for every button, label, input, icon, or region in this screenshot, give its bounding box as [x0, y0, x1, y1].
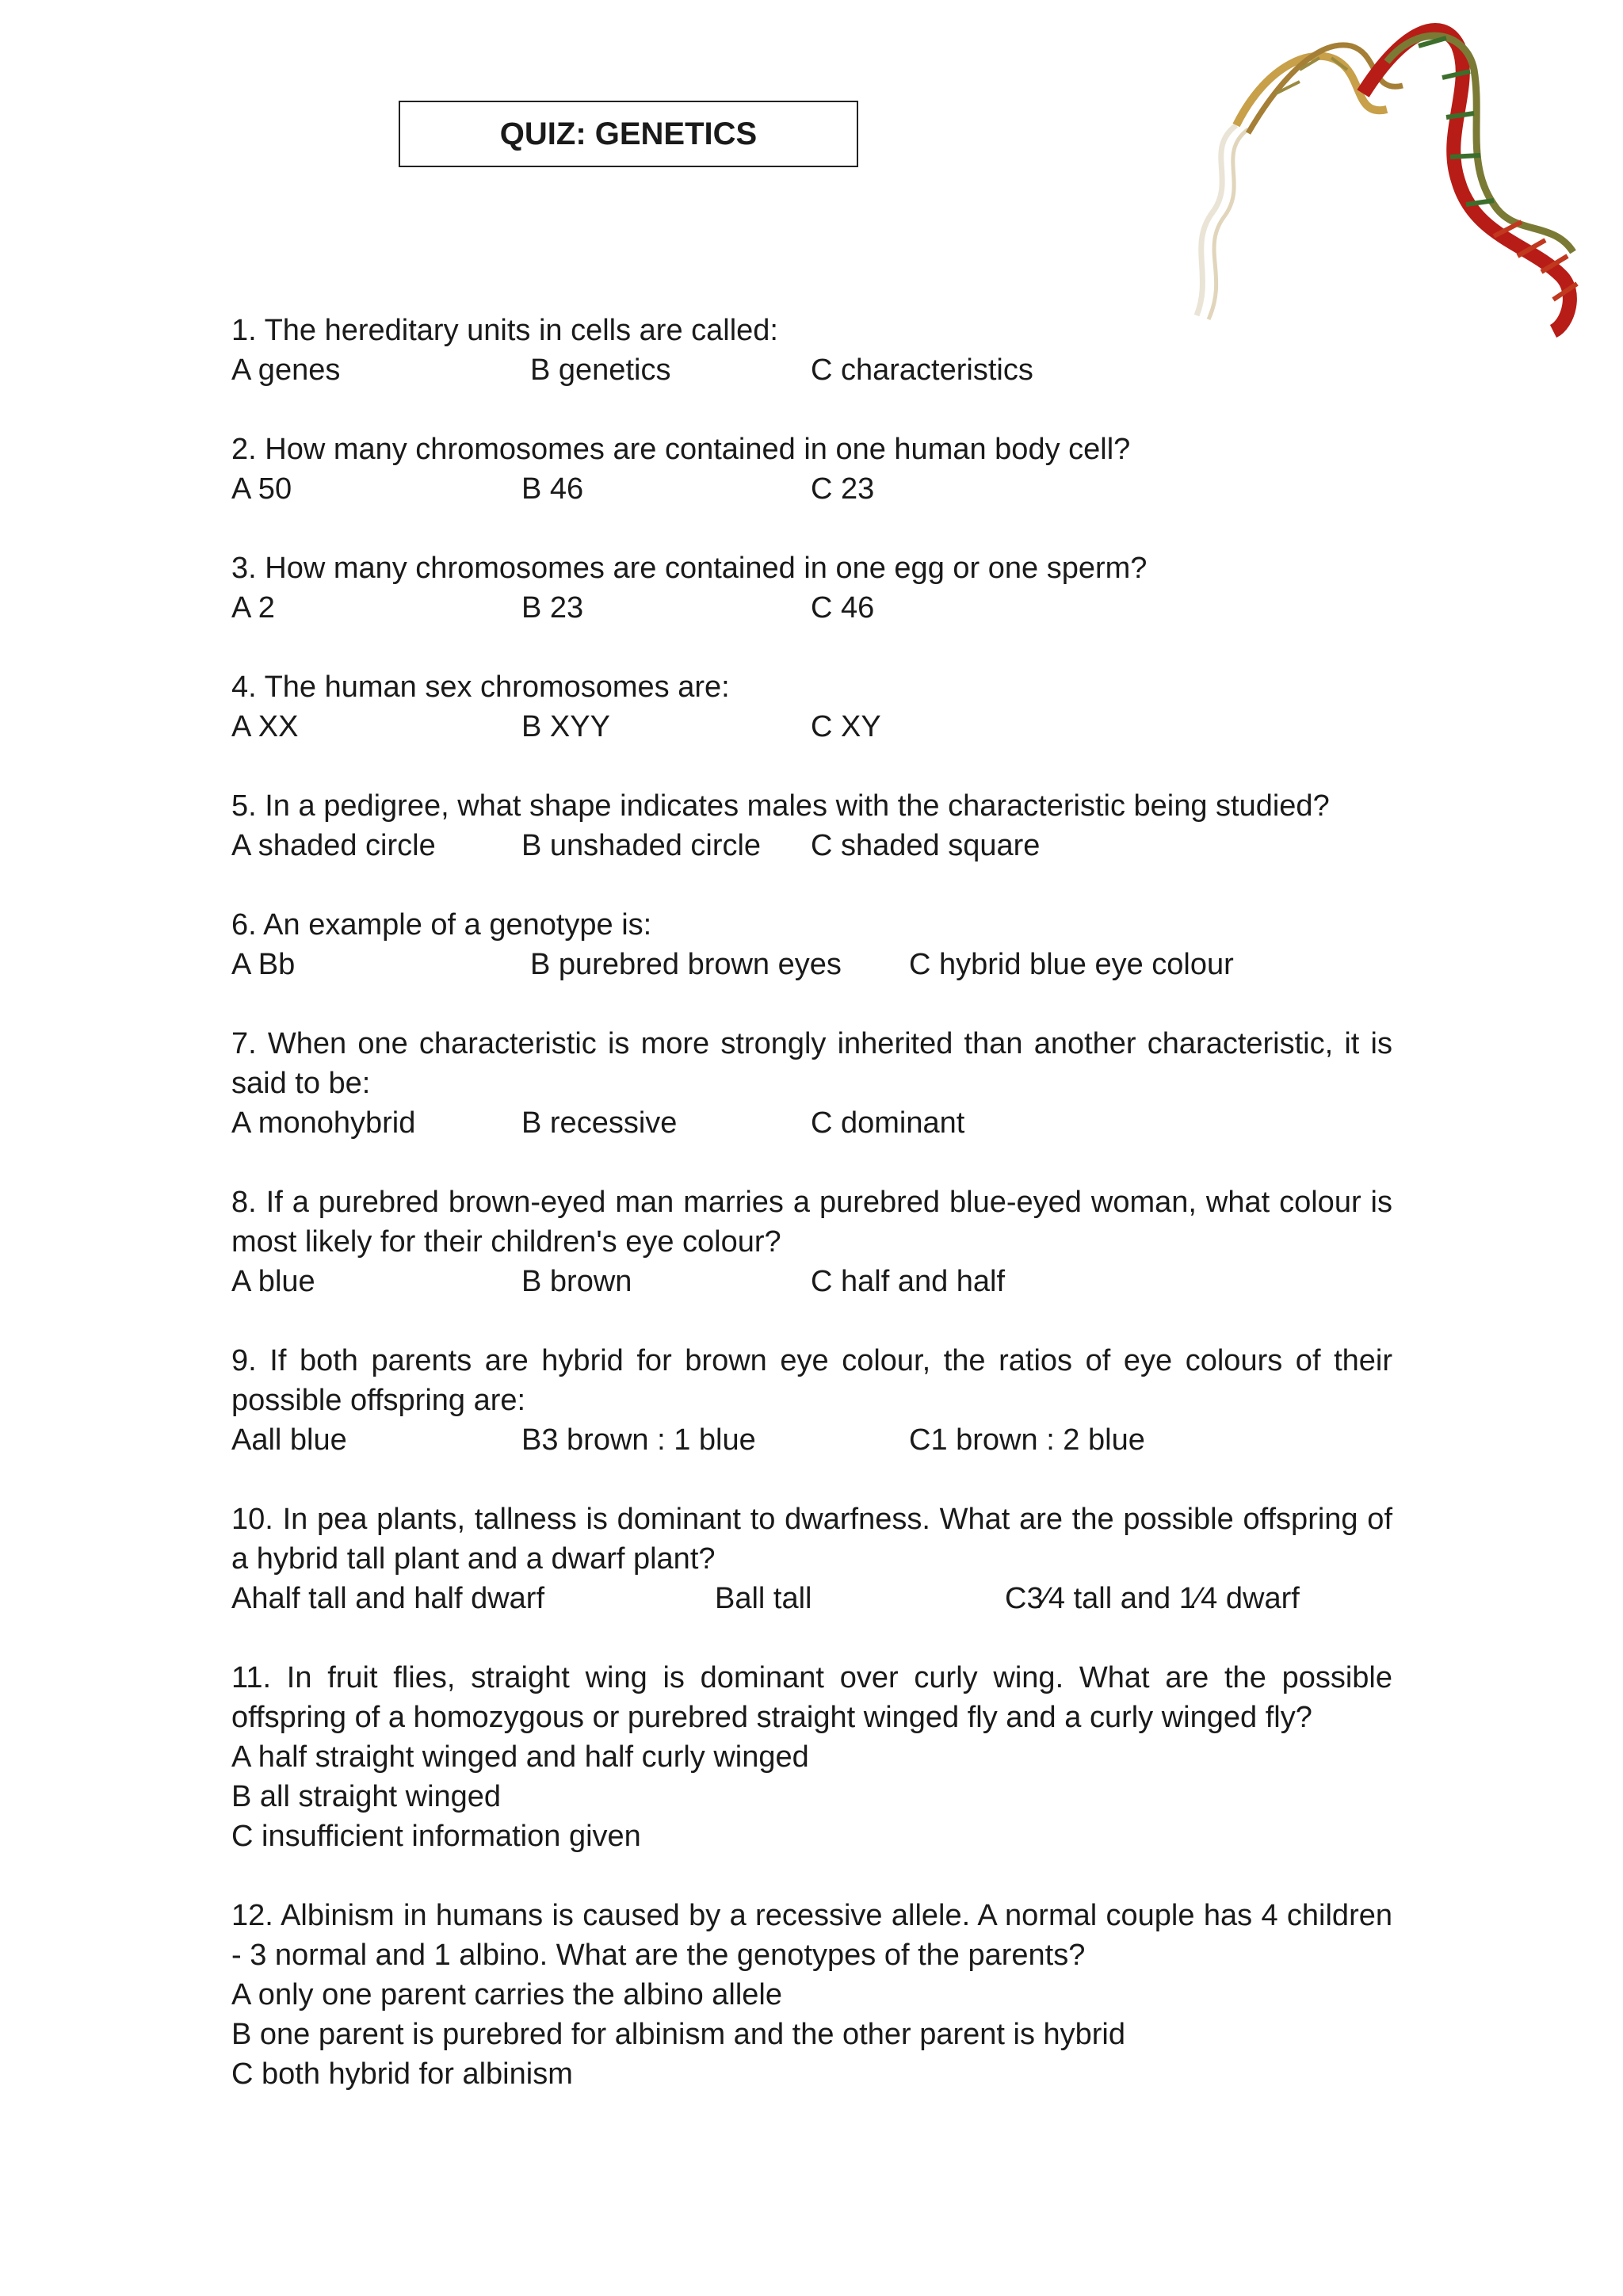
option-b: B 46 [521, 472, 584, 506]
option-c: C XY [811, 710, 881, 743]
option-b: B XYY [521, 710, 610, 743]
option-b: B recessive [521, 1106, 678, 1140]
question-text: 8. If a purebred brown-eyed man marries a purebred blue-eyed woman, what colour is most likely for their children's eye colour? [231, 1186, 1392, 1259]
question-text: 4. The human sex chromosomes are: [231, 670, 730, 704]
option-a: A monohybrid [231, 1106, 416, 1140]
option-c: C hybrid blue eye colour [909, 948, 1234, 981]
question-5 [231, 786, 1392, 865]
question-text: 10. In pea plants, tallness is dominant to dwarfness. What are the possible offspring of a hybrid tall plant and a dwarf plant? [231, 1503, 1392, 1576]
question-text: 6. An example of a genotype is: [231, 908, 652, 942]
quiz-title: QUIZ: GENETICS [399, 101, 858, 167]
answer-options [231, 350, 1392, 390]
question-11 [231, 1658, 1392, 1856]
answer-options [231, 1579, 1392, 1618]
option-c: C both hybrid for albinism [231, 2057, 573, 2091]
answer-options [231, 588, 1392, 628]
question-text: 7. When one characteristic is more strongly inherited than another characteristic, it is said to be: [231, 1027, 1392, 1100]
option-c: C1 brown : 2 blue [909, 1423, 1145, 1457]
question-text: 12. Albinism in humans is caused by a recessive allele. A normal couple has 4 children - 3 normal and 1 albino. What are the genotypes of the parents? [231, 1899, 1392, 1972]
option-b: B one parent is purebred for albinism and the other parent is hybrid [231, 2018, 1125, 2051]
quiz-content [231, 311, 1392, 2134]
option-c: C characteristics [811, 353, 1033, 387]
option-a: A only one parent carries the albino allele [231, 1978, 783, 2011]
answer-options [231, 1975, 1392, 2094]
answer-options [231, 1103, 1392, 1143]
option-c: C half and half [811, 1265, 1006, 1298]
question-8 [231, 1182, 1392, 1301]
dna-helix-image [1181, 14, 1585, 339]
option-c: C3⁄4 tall and 1⁄4 dwarf [1005, 1582, 1300, 1615]
question-1 [231, 311, 1392, 390]
option-a: A 2 [231, 591, 275, 625]
answer-options [231, 826, 1392, 865]
option-b: Ball tall [715, 1582, 812, 1615]
option-c: C 46 [811, 591, 875, 625]
option-c: C shaded square [811, 829, 1041, 862]
option-b: B 23 [521, 591, 584, 625]
option-a: A 50 [231, 472, 292, 506]
question-text: 5. In a pedigree, what shape indicates males with the characteristic being studied? [231, 789, 1330, 823]
option-b: B genetics [530, 353, 671, 387]
option-c: C insufficient information given [231, 1820, 641, 1853]
answer-options [231, 707, 1392, 747]
question-2 [231, 430, 1392, 509]
question-text: 11. In fruit flies, straight wing is dominant over curly wing. What are the possible offspring of a homozygous or purebred straight winged fly and a curly winged fly? [231, 1661, 1392, 1734]
answer-options [231, 945, 1392, 984]
question-4 [231, 667, 1392, 747]
question-9 [231, 1341, 1392, 1460]
option-b: B3 brown : 1 blue [521, 1423, 756, 1457]
question-text: 1. The hereditary units in cells are called: [231, 314, 778, 347]
option-b: B brown [521, 1265, 632, 1298]
question-text: 9. If both parents are hybrid for brown eye colour, the ratios of eye colours of their possible offspring are: [231, 1344, 1392, 1417]
option-c: C 23 [811, 472, 875, 506]
question-3 [231, 548, 1392, 628]
option-a: A shaded circle [231, 829, 436, 862]
question-7 [231, 1024, 1392, 1143]
question-10 [231, 1499, 1392, 1618]
option-b: B all straight winged [231, 1780, 502, 1813]
question-12 [231, 1896, 1392, 2094]
option-a: A XX [231, 710, 299, 743]
option-c: C dominant [811, 1106, 965, 1140]
answer-options [231, 1737, 1392, 1856]
option-a: A Bb [231, 948, 296, 981]
question-text: 2. How many chromosomes are contained in one human body cell? [231, 433, 1131, 466]
question-text: 3. How many chromosomes are contained in one egg or one sperm? [231, 552, 1148, 585]
option-a: A half straight winged and half curly winged [231, 1740, 809, 1774]
answer-options [231, 469, 1392, 509]
option-b: B unshaded circle [521, 829, 762, 862]
option-a: A blue [231, 1265, 315, 1298]
answer-options [231, 1420, 1392, 1460]
option-b: B purebred brown eyes [530, 948, 842, 981]
option-a: Ahalf tall and half dwarf [231, 1582, 545, 1615]
option-a: Aall blue [231, 1423, 347, 1457]
answer-options [231, 1262, 1392, 1301]
option-a: A genes [231, 353, 341, 387]
question-6 [231, 905, 1392, 984]
